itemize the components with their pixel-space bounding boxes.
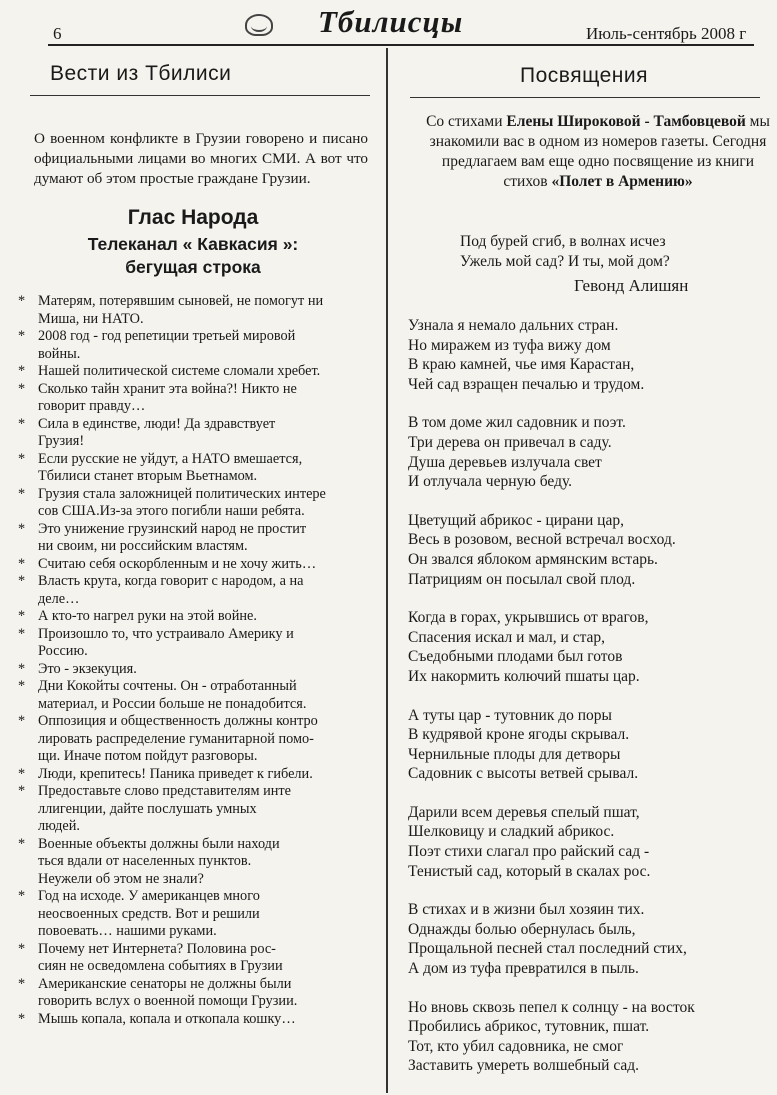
quote-line: Власть крута, когда говорит с народом, а на [38, 573, 304, 589]
asterisk-icon: * [18, 520, 26, 537]
quote-item [12, 381, 382, 416]
poem-stanza [408, 413, 695, 491]
quote-line: Военные объекты должны были находи [38, 835, 280, 852]
quote-line: Считаю себя оскорбленным и не хочу жить… [38, 555, 317, 572]
quote-line: ться вдали от населенных пунктов. [38, 853, 252, 869]
quote-line: Люди, крепитесь! Паника приведет к гибели. [38, 765, 313, 782]
asterisk-icon: * [18, 415, 26, 432]
quote-line: войны. [38, 345, 81, 362]
section-title-news: Вести из Тбилиси [50, 62, 232, 85]
asterisk-icon: * [18, 380, 26, 397]
quote-line: лировать распределение гуманитарной помо- [38, 730, 314, 747]
poem-line: Тот, кто убил садовника, не смог [408, 1037, 624, 1055]
quote-line: Мышь копала, копала и откопала кошку… [38, 1010, 296, 1027]
quote-item [12, 416, 382, 451]
quote-line: Сколько тайн хранит эта война?! Никто не [38, 380, 297, 397]
quote-item [12, 328, 382, 363]
newspaper-logo: Тбилисцы [318, 4, 464, 39]
poem-line: А туты цар - тутовник до поры [408, 706, 612, 724]
asterisk-icon: * [18, 363, 26, 379]
poem-line: Но миражем из туфа вижу дом [408, 336, 611, 354]
epigraph-line: Ужель мой сад? И ты, мой дом? [460, 253, 670, 270]
quote-line: ни своим, ни российским властям. [38, 538, 248, 554]
quote-item [12, 486, 382, 521]
asterisk-icon: * [18, 328, 26, 344]
asterisk-icon: * [18, 450, 26, 467]
quote-item [12, 521, 382, 556]
intro-text-2: мы знакомили вас в одном из номеров газеты. Сегодня предлагаем вам еще одно посвящение из книги стихов [429, 113, 770, 190]
article-subheading-2: бегущая строка [125, 257, 261, 277]
quote-list [12, 293, 382, 1028]
poem-line: В кудрявой кроне ягоды скрывал. [408, 726, 630, 744]
poem-line: Их накормить колючий пшаты цар. [408, 667, 640, 685]
quote-line: сиян не осведомлена событиях в Грузии [38, 958, 283, 974]
quote-item [12, 626, 382, 661]
emblem-icon [245, 14, 273, 36]
quote-item [12, 941, 382, 976]
asterisk-icon: * [18, 678, 26, 694]
asterisk-icon: * [18, 660, 26, 677]
quote-item [12, 836, 382, 889]
quote-item [12, 293, 382, 328]
quote-line: сов США.Из-за этого погибли наши ребята. [38, 503, 305, 519]
poem-stanza [408, 511, 695, 589]
asterisk-icon: * [18, 940, 26, 957]
poem-line: Тенистый сад, который в скалах рос. [408, 862, 651, 880]
quote-line: Почему нет Интернета? Половина рос- [38, 940, 276, 957]
article-heading: Глас Народа [127, 206, 259, 229]
intro-paragraph [418, 112, 777, 192]
asterisk-icon: * [18, 713, 26, 729]
poem-line: Он звался яблоком армянским встарь. [408, 550, 658, 568]
quote-line: Оппозиция и общественность должны контро [38, 713, 318, 729]
poem-line: Чей сад взращен печалью и трудом. [408, 375, 645, 393]
page-header [0, 0, 777, 48]
quote-item [12, 888, 382, 941]
quote-item [12, 363, 382, 381]
asterisk-icon: * [18, 783, 26, 799]
epigraph [460, 232, 670, 272]
quote-line: Неужели об этом не знали? [38, 870, 204, 887]
poem-line: Пробились абрикос, тутовник, пшат. [408, 1018, 650, 1036]
poem-line: Но вновь сквозь пепел к солнцу - на восток [408, 998, 695, 1016]
quote-line: Россию. [38, 643, 88, 659]
asterisk-icon: * [18, 625, 26, 642]
asterisk-icon: * [18, 293, 26, 309]
quote-item [12, 713, 382, 766]
poem-line: Прощальной песней стал последний стих, [408, 940, 687, 958]
asterisk-icon: * [18, 573, 26, 589]
quote-line: материал, и России больше не понадобится. [38, 695, 307, 712]
intro-book-title: «Полет в Армению» [551, 173, 693, 190]
asterisk-icon: * [18, 608, 26, 624]
poem-line: А дом из туфа превратился в пыль. [408, 960, 639, 978]
quote-line: Если русские не уйдут, а НАТО вмешается, [38, 450, 303, 467]
asterisk-icon: * [18, 975, 26, 992]
quote-line: Предоставьте слово представителям инте [38, 783, 291, 799]
quote-line: Это - экзекуция. [38, 660, 137, 677]
quote-item [12, 556, 382, 574]
poem-line: Чернильные плоды для детворы [408, 745, 621, 763]
poem-stanza [408, 803, 695, 881]
poem-line: Однажды болью обернулась быль, [408, 920, 636, 938]
epigraph-author: Гевонд Алишян [574, 276, 689, 295]
poem-line: В стихах и в жизни был хозяин тих. [408, 901, 645, 919]
column-divider [386, 48, 388, 1093]
quote-item [12, 573, 382, 608]
quote-item [12, 451, 382, 486]
quote-line: Нашей политической системе сломали хребет. [38, 363, 321, 379]
quote-line: Произошло то, что устраивало Америку и [38, 625, 294, 642]
poem-line: Узнала я немало дальних стран. [408, 317, 619, 334]
quote-line: Дни Кокойты сочтены. Он - отработанный [38, 678, 297, 694]
quote-item [12, 766, 382, 784]
poem-line: Дарили всем деревья спелый пшат, [408, 803, 640, 821]
title-rule [30, 95, 370, 96]
quote-line: повоевать… нашими руками. [38, 923, 217, 939]
quote-line: щи. Иначе потом пойдут разговоры. [38, 748, 258, 764]
poem-stanza [408, 608, 695, 686]
header-rule [48, 44, 754, 46]
poem-line: В том доме жил садовник и поэт. [408, 414, 626, 432]
quote-line: неосвоенных средств. Вот и решили [38, 905, 260, 922]
quote-line: Американские сенаторы не должны были [38, 975, 292, 992]
intro-text: Со стихами [426, 113, 507, 130]
quote-line: говорить вслух о военной помощи Грузии. [38, 993, 298, 1009]
quote-line: Миша, ни НАТО. [38, 310, 144, 327]
quote-item [12, 783, 382, 836]
poem-line: Спасения искал и мал, и стар, [408, 628, 606, 646]
quote-item [12, 1011, 382, 1029]
poem-line: Патрициям он посылал свой плод. [408, 570, 636, 588]
page-number: 6 [53, 24, 62, 43]
quote-line: Сила в единстве, люди! Да здравствует [38, 415, 276, 432]
quote-line: Грузия стала заложницей политических интере [38, 485, 326, 502]
epigraph-line: Под бурей сгиб, в волнах исчез [460, 233, 666, 250]
quote-line: Матерям, потерявшим сыновей, не помогут ни [38, 293, 324, 309]
title-rule [410, 97, 760, 98]
asterisk-icon: * [18, 765, 26, 782]
quote-item [12, 976, 382, 1011]
asterisk-icon: * [18, 835, 26, 852]
asterisk-icon: * [18, 1010, 26, 1027]
poem-line: Заставить умереть волшебный сад. [408, 1057, 640, 1075]
quote-item [12, 678, 382, 713]
poem-line: Съедобными плодами был готов [408, 648, 623, 666]
section-title-dedications: Посвящения [520, 64, 648, 87]
quote-line: Тбилиси станет вторым Вьетнамом. [38, 468, 258, 484]
quote-line: А кто-то нагрел руки на этой войне. [38, 608, 257, 624]
quote-line: Это унижение грузинский народ не простит [38, 520, 307, 537]
quote-item [12, 608, 382, 626]
asterisk-icon: * [18, 555, 26, 572]
article-subheading: Телеканал « Кавкасия »: [87, 234, 299, 254]
poem-line: Садовник с высоты ветвей срывал. [408, 765, 639, 783]
lead-paragraph: О военном конфликте в Грузии говорено и писано официальными лицами во многих СМИ. А вот что думают об этом простые граждане Грузии. [34, 130, 368, 187]
quote-item [12, 661, 382, 679]
quote-line: людей. [38, 818, 80, 834]
asterisk-icon: * [18, 485, 26, 502]
quote-line: 2008 год - год репетиции третьей мировой [38, 328, 296, 344]
poem-line: Душа деревьев излучала свет [408, 453, 602, 471]
poem [408, 316, 695, 1095]
poem-line: И отлучала черную беду. [408, 473, 573, 491]
quote-line: деле… [38, 590, 80, 607]
intro-author: Елены Широковой - Тамбовцевой [506, 113, 746, 130]
issue-date: Июль-сентябрь 2008 г [586, 24, 747, 43]
poem-line: Поэт стихи слагал про райский сад - [408, 843, 650, 861]
quote-line: говорит правду… [38, 398, 146, 414]
quote-line: Год на исходе. У американцев много [38, 888, 260, 904]
poem-line: Шелковицу и сладкий абрикос. [408, 823, 615, 841]
quote-line: ллигенции, дайте послушать умных [38, 800, 257, 817]
poem-line: Три дерева он привечал в саду. [408, 433, 612, 451]
poem-stanza [408, 316, 695, 394]
poem-line: Цветущий абрикос - цирани цар, [408, 511, 624, 529]
poem-line: Весь в розовом, весной встречал восход. [408, 531, 676, 549]
poem-line: В краю камней, чье имя Карастан, [408, 356, 635, 374]
asterisk-icon: * [18, 888, 26, 904]
poem-line: Когда в горах, укрывшись от врагов, [408, 609, 649, 627]
quote-line: Грузия! [38, 433, 85, 449]
poem-stanza [408, 706, 695, 784]
poem-stanza [408, 900, 695, 978]
poem-stanza [408, 998, 695, 1076]
